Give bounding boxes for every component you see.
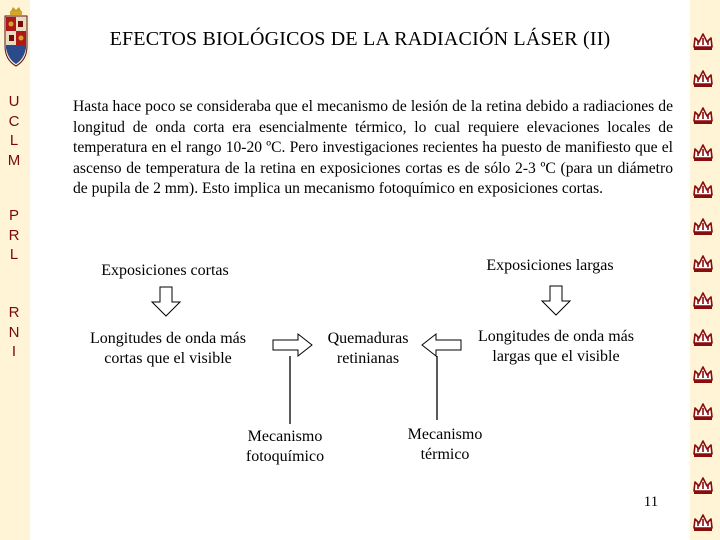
crown-icon	[691, 252, 715, 274]
crown-icon	[691, 30, 715, 52]
sidebar-acronym-rni: R N I	[8, 304, 20, 360]
crown-icon	[691, 437, 715, 459]
down-arrow-icon	[152, 287, 180, 316]
label-long-exposures: Exposiciones largas	[486, 257, 614, 274]
right-arrow-icon	[273, 334, 312, 356]
label-short-wavelengths: Longitudes de onda más cortas que el visible	[90, 330, 246, 367]
coat-of-arms-icon	[2, 6, 30, 72]
crown-icon	[691, 511, 715, 533]
crown-icon	[691, 104, 715, 126]
crown-icon	[691, 178, 715, 200]
crown-icon	[691, 141, 715, 163]
crown-icon	[691, 289, 715, 311]
label-long-wavelengths: Longitudes de onda más largas que el visible	[478, 328, 634, 365]
sidebar-acronym-prl: P R L	[8, 207, 20, 263]
label-short-exposures: Exposiciones cortas	[101, 262, 229, 279]
crown-icon	[691, 363, 715, 385]
label-retinal-burns: Quemaduras retinianas	[327, 330, 409, 367]
body-paragraph: Hasta hace poco se consideraba que el mecanismo de lesión de la retina debido a radiaciones de longitud de onda corta era esencialmente térmico, lo cual requiere elevaciones locales de temperatura en el rango 10-20 ºC. Pero investigaciones recientes ha puesto de manifiesto que el ascenso de temperatura de la retina en exposiciones cortas es de sólo 2-3 ºC (para un diámetro de pupila de 2 mm). Esto implica un mecanismo fotoquímico en exposiciones cortas.	[73, 98, 673, 198]
slide-title: EFECTOS BIOLÓGICOS DE LA RADIACIÓN LÁSER (II)	[109, 28, 611, 50]
crown-icon	[691, 326, 715, 348]
crown-icon	[691, 67, 715, 89]
crown-icon	[691, 400, 715, 422]
sidebar-acronym-ucl: U C L M	[7, 93, 21, 169]
label-photochemical-mechanism: Mecanismo fotoquímico	[245, 428, 325, 465]
crown-icon	[691, 474, 715, 496]
crown-icon	[691, 215, 715, 237]
down-arrow-icon	[542, 286, 570, 315]
label-thermal-mechanism: Mecanismo térmico	[407, 426, 483, 463]
right-decorative-border	[690, 0, 720, 540]
page-number: 11	[643, 494, 659, 510]
left-sidebar	[0, 0, 30, 540]
